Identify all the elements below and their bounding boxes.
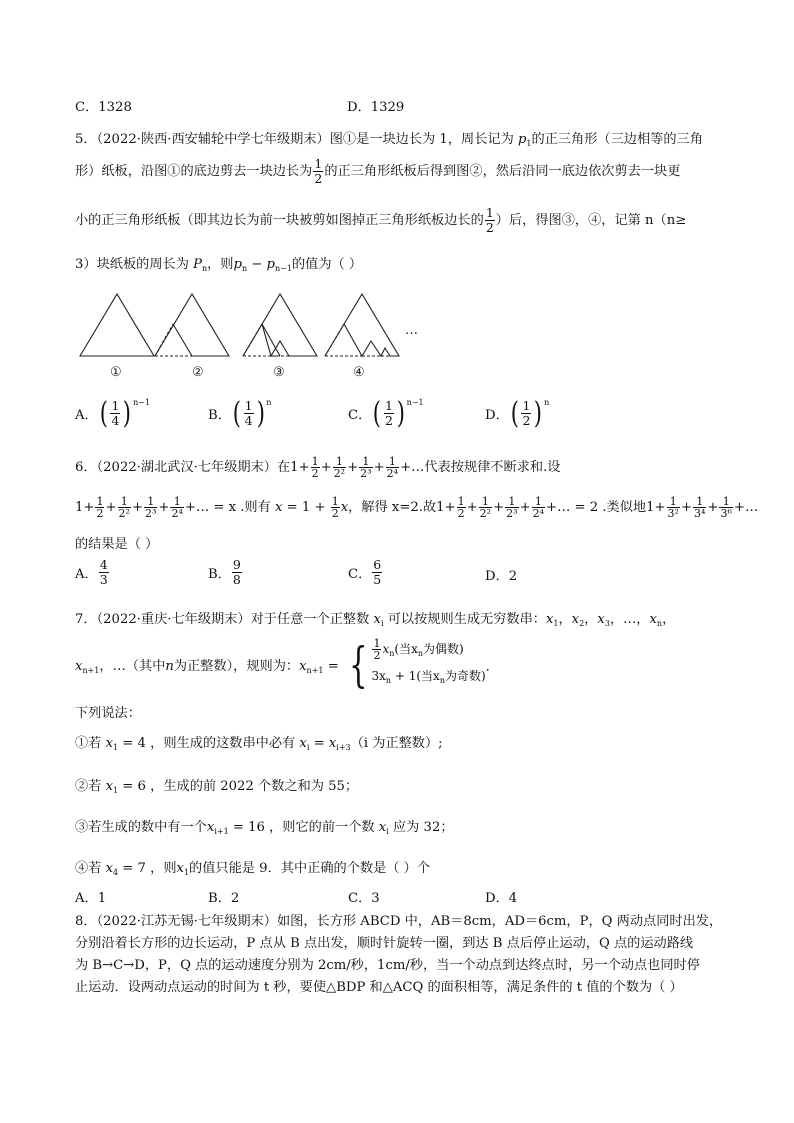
- triangle-fig-4: [325, 294, 399, 356]
- q5-option-d: D．( $\frac{1}{2}$ ) $^n$: [485, 395, 550, 431]
- fig-label-2: ②: [192, 365, 204, 380]
- q7-option-d: D．4: [485, 891, 518, 906]
- q5-line2: 形）纸板，沿图①的底边剪去一块边长为 $\frac{1}{2}$ 的正三角形纸板后得到图②，然后沿同一底边依次剪去一块更: [75, 156, 681, 186]
- triangle-fig-1: [80, 294, 154, 356]
- q6-option-d: D．2: [485, 569, 518, 584]
- q6-line1: 6．（2022·湖北武汉·七年级期末）在1+ $\frac{1}{2}$ + $\frac{1}{\text{2²}}$ + $\frac{1}{\text{2³}}$ + $\frac{1}{\text{2⁴}}$ +…代表按规律不断求和.设: [75, 455, 561, 480]
- q6-option-c: C． $\frac{6}{5}$: [348, 557, 382, 587]
- q7-statement-3: ③若生成的数中有一个$x_{i+1} = 16$ ，则它的前一个数 $x_i$ 应为 32；: [75, 820, 454, 836]
- q6-line3: 的结果是（ ）: [75, 537, 159, 552]
- q4-option-c: C．1328: [75, 100, 132, 115]
- q5-line4: 3）块纸板的周长为 $P_n$，则$p_n - p_{n-1}$的值为（ ）: [75, 257, 363, 273]
- q5-option-b: B．( $\frac{1}{4}$ ) $^n$: [208, 395, 272, 431]
- q6-line2: 1+ $\frac{1}{2}$ + $\frac{1}{\text{2²}}$ + $\frac{1}{\text{2³}}$ + $\frac{1}{\text{2⁴}}$ +… = x .则有 x = 1 + $\frac{1}{2}$ x，解得 x=2.故1+ $\frac{1}{2}$ + $\frac{1}{\text{2²}}$ + $\frac{1}{\text{2³}}$ + $\frac{1}{\text{2⁴}}$ +… = 2 .类似地1+ $\frac{1}{\text{3²}}$ + $\frac{1}{\text{3⁴}}$ + $\frac{1}{\text{3⁶}}$ +…: [75, 495, 759, 520]
- q8-line1: 8．（2022·江苏无锡·七年级期末）如图，长方形 ABCD 中，AB＝8cm，AD＝6cm，P，Q 两动点同时出发，: [75, 914, 723, 929]
- q7-line2: $x_{n+1}$，…（其中n为正整数），规则为：$x_{n+1}$ = { $\frac{1}{2}$ $x_n$(当$x_n$为偶数) $3x_n + 1$(当$x_n$为奇数) ．: [75, 637, 499, 693]
- triangle-fig-3: [243, 294, 317, 356]
- triangle-fig-2: [155, 294, 229, 356]
- q7-line1: 7．（2022·重庆·七年级期末）对于任意一个正整数 $x_i$ 可以按规则生成无穷数串：$x_1$，$x_2$，$x_3$，…，$x_n$，: [75, 612, 676, 628]
- q6-option-b: B． $\frac{9}{8}$: [208, 557, 241, 587]
- q7-statement-2: ②若 $x_1 = 6$ ，生成的前 2022 个数之和为 55；: [75, 779, 359, 795]
- figure-ellipsis: …: [405, 323, 418, 338]
- q8-line4: 止运动．设两动点运动的时间为 t 秒，要使△BDP 和△ACQ 的面积相等，满足条件的 t 值的个数为（ ）: [75, 980, 683, 995]
- q7-option-b: B．2: [208, 891, 240, 906]
- q7-statement-4: ④若 $x_4 = 7$ ，则$x_1$的值只能是 9．其中正确的个数是（ ）个: [75, 861, 431, 877]
- q8-line3: 为 B→C→D，P，Q 点的运动速度分别为 2cm/秒，1cm/秒，当一个动点到达终点时，另一个动点也同时停: [75, 958, 700, 973]
- q5-option-c: C．( $\frac{1}{2}$ ) $^{n-1}$: [348, 395, 424, 431]
- q5-line1: 5．（2022·陕西·西安辅轮中学七年级期末）图①是一块边长为 1，周长记为 $p_1$的正三角形（三边相等的三角: [75, 132, 703, 148]
- fig-label-4: ④: [353, 365, 365, 380]
- q7-option-a: A．1: [75, 891, 107, 906]
- fig-label-3: ③: [273, 365, 285, 380]
- q4-option-d: D．1329: [347, 100, 405, 115]
- q7-intro: 下列说法：: [75, 706, 141, 721]
- q5-triangles-figure: [0, 288, 794, 408]
- q5-line3: 小的正三角形纸板（即其边长为前一块被剪如图掉正三角形纸板边长的 $\frac{1}{2}$ ）后，得图③，④，记第 n（n≥: [75, 205, 687, 235]
- fig-label-1: ①: [110, 365, 122, 380]
- q6-option-a: A． $\frac{4}{3}$: [75, 557, 108, 587]
- q7-option-c: C．3: [348, 891, 380, 906]
- q8-line2: 分别沿着长方形的边长运动，P 点从 B 点出发，顺时针旋转一圈，到达 B 点后停止运动，Q 点的运动路线: [75, 936, 694, 951]
- q5-option-a: A．( $\frac{1}{4}$ ) $^{n-1}$: [75, 395, 151, 431]
- q7-statement-1: ①若 $x_1 = 4$ ，则生成的这数串中必有 $x_i = x_{i+3}(i$ 为正整数）;: [75, 736, 443, 752]
